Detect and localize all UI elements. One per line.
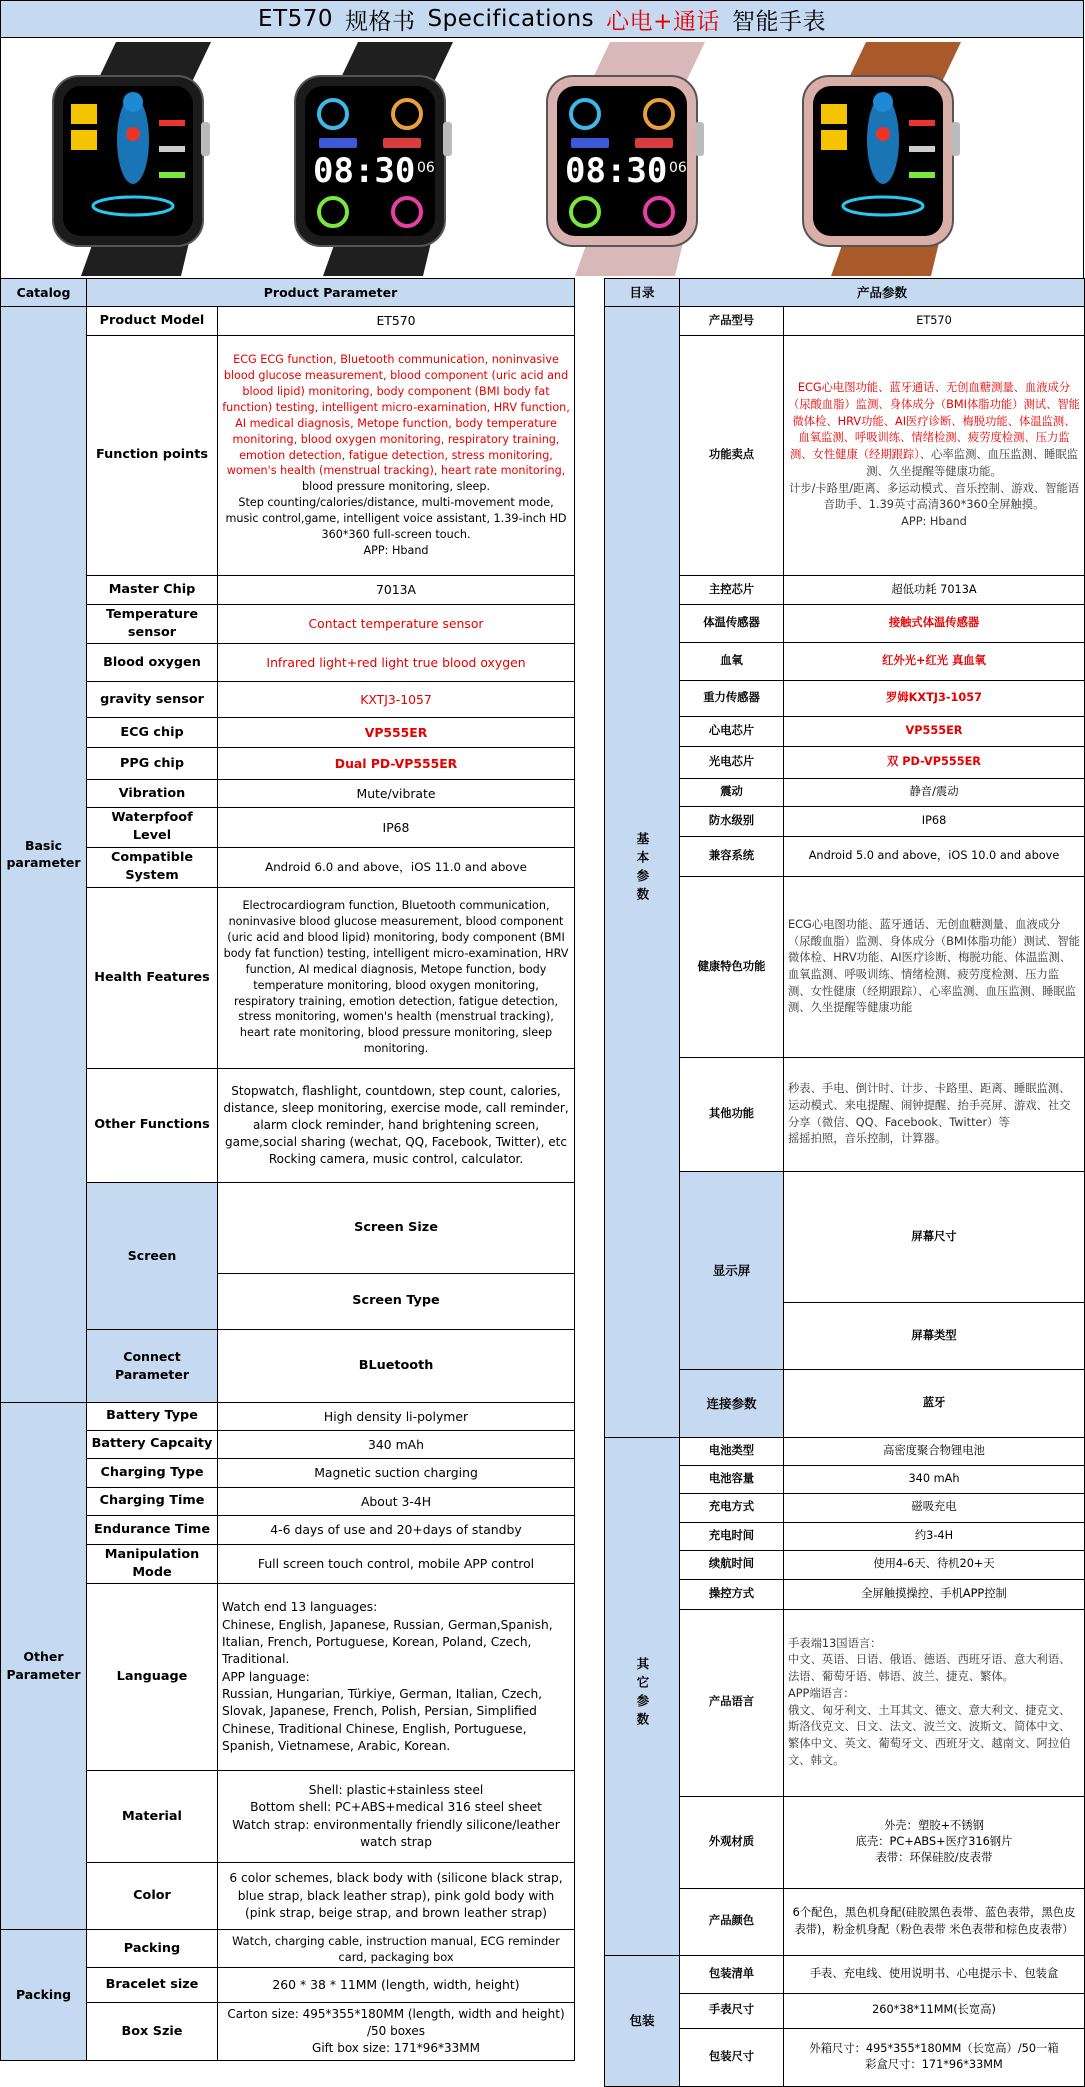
title-en-spec: Specifications: [427, 6, 595, 32]
category-connect-cn: 连接参数: [680, 1370, 784, 1437]
param-value-manipulation-cn: 全屏触摸操控、手机APP控制: [784, 1579, 1085, 1609]
param-name-language-cn: 产品语言: [680, 1609, 784, 1796]
param-name-gravity: gravity sensor: [87, 682, 218, 718]
product-photo-band: [0, 38, 1084, 278]
param-name-ecg: ECG chip: [87, 718, 218, 748]
param-name-color: Color: [87, 1863, 218, 1930]
category-other-cn-label: 其它参数: [634, 1656, 650, 1731]
param-name-manipulation: Manipulation Mode: [87, 1544, 218, 1583]
param-name-box: Box Szie: [87, 2003, 218, 2061]
category-screen-cn: 显示屏: [680, 1172, 784, 1370]
catalog-header-cn: 目录: [605, 279, 680, 307]
param-name-oxygen-cn: 血氧: [680, 643, 784, 681]
body-figure-head: [873, 92, 893, 112]
param-value-packing: Watch, charging cable, instruction manual, ECG reminder card, packaging box: [218, 1930, 575, 1968]
param-name-box-cn: 包装尺寸: [680, 2028, 784, 2086]
param-value-model-cn: ET570: [784, 307, 1085, 336]
param-value-otherfunc: Stopwatch, flashlight, countdown, step count, calories, distance, sleep monitoring, exercise mode, call reminder, alarm clock reminder, hand brightening screen, game,social sharing (wechat, QQ, Facebook, Twitter), etc Rocking camera, music control, calculator.: [218, 1068, 575, 1182]
param-name-vibration-cn: 震动: [680, 779, 784, 807]
steps-bar: [909, 172, 935, 178]
param-value-endurance-cn: 使用4-6天、待机20+天: [784, 1550, 1085, 1579]
param-value-color-cn: 6个配色，黑色机身配(硅胶黑色表带、蓝色表带，黑色皮表带)，粉金机身配（粉色表带 米色表带和棕色皮表带）: [784, 1888, 1085, 1955]
param-value-vibration: Mute/vibrate: [218, 780, 575, 808]
param-value-ppg-cn: 双 PD-VP555ER: [784, 747, 1085, 779]
function-highlight-text-cn: ECG心电图功能、蓝牙通话、无创血糖测量、血液成分（尿酸血脂）监测、身体成分（BMI体脂功能）测试、智能微体检、HRV功能、AI医疗诊断、梅脱功能、体温监测、血氧监测、呼吸训练、情绪检测、疲劳度检测、压力监测、女性健康（经期跟踪）: [788, 381, 1080, 462]
category-connect: Connect Parameter: [87, 1329, 218, 1402]
param-name-chip-cn: 主控芯片: [680, 576, 784, 605]
param-name-function-cn: 功能卖点: [680, 336, 784, 576]
param-name-endurance: Endurance Time: [87, 1515, 218, 1544]
crown-button: [695, 122, 704, 156]
param-value-charging-type: Magnetic suction charging: [218, 1458, 575, 1487]
param-value-system-cn: Android 5.0 and above，iOS 10.0 and above: [784, 837, 1085, 877]
bp-bar: [159, 120, 185, 126]
status-chip: [319, 138, 357, 148]
param-name-otherfunc-cn: 其他功能: [680, 1058, 784, 1172]
param-value-model: ET570: [218, 307, 575, 336]
param-value-ecg-cn: VP555ER: [784, 717, 1085, 747]
param-name-battery-cap: Battery Capcaity: [87, 1430, 218, 1458]
param-name-charging-type: Charging Type: [87, 1458, 218, 1487]
param-name-health: Health Features: [87, 887, 218, 1068]
category-basic: Basic parameter: [1, 307, 87, 1403]
param-name-waterproof: Waterpfoof Level: [87, 808, 218, 847]
param-value-charging-time-cn: 约3-4H: [784, 1522, 1085, 1550]
param-value-chip: 7013A: [218, 576, 575, 605]
clock-seconds: 06: [417, 160, 435, 176]
title-model: ET570: [258, 6, 334, 32]
status-chip: [571, 138, 609, 148]
title-cn-spec: 规格书: [345, 8, 416, 35]
param-value-battery-type-cn: 高密度聚合物锂电池: [784, 1437, 1085, 1465]
param-name-ppg-cn: 光电芯片: [680, 747, 784, 779]
param-value-health-cn: ECG心电图功能、蓝牙通话、无创血糖测量、血液成分（尿酸血脂）监测、身体成分（BMI体脂功能）测试、智能微体检、HRV功能、AI医疗诊断、梅脱功能、体温监测、血氧监测、呼吸训练、情绪检测、疲劳度检测、压力监测、女性健康（经期跟踪）、心率监测、血压监测、睡眠监测、久坐提醒等健康功能: [784, 877, 1085, 1058]
param-value-battery-cap: 340 mAh: [218, 1430, 575, 1458]
param-value-oxygen: Infrared light+red light true blood oxygen: [218, 644, 575, 682]
param-value-ppg: Dual PD-VP555ER: [218, 748, 575, 780]
function-plain-text: blood pressure monitoring, sleep. Step counting/calories/distance, multi-movement mode, music control,game, intelligent voice assistant, 1.39-inch HD 360*360 full-screen touch. APP: Hband: [225, 480, 567, 557]
param-value-system: Android 6.0 and above，iOS 11.0 and above: [218, 847, 575, 887]
clock-time: 08:30: [565, 151, 668, 191]
param-name-ecg-cn: 心电芯片: [680, 717, 784, 747]
spo2-bar: [909, 146, 935, 152]
param-name-screen-type-cn: 屏幕类型: [784, 1303, 1085, 1370]
param-value-otherfunc-cn: 秒表、手电、倒计时、计步、卡路里、距离、睡眠监测、运动模式、来电提醒、闹钟提醒、抬手亮屏、游戏、社交分享（微信、QQ、Facebook、Twitter）等 摇摇拍照，音乐控制，计算器。: [784, 1058, 1085, 1172]
param-name-bracelet: Bracelet size: [87, 1968, 218, 2003]
param-value-material: Shell: plastic+stainless steel Bottom shell: PC+ABS+medical 316 steel sheet Watch strap: environmentally friendly silicone/leather watch strap: [218, 1771, 575, 1863]
param-name-material: Material: [87, 1771, 218, 1863]
status-chip: [635, 138, 673, 148]
param-name-model-cn: 产品型号: [680, 307, 784, 336]
param-name-manipulation-cn: 操控方式: [680, 1579, 784, 1609]
param-value-bracelet-cn: 260*38*11MM(长宽高): [784, 1993, 1085, 2028]
spo2-bar: [159, 146, 185, 152]
param-name-language: Language: [87, 1584, 218, 1771]
param-name-charging-time: Charging Time: [87, 1487, 218, 1515]
crown-button: [951, 122, 960, 156]
param-value-charging-type-cn: 磁吸充电: [784, 1493, 1085, 1522]
param-value-gravity: KXTJ3-1057: [218, 682, 575, 718]
param-value-health: Electrocardiogram function, Bluetooth communication, noninvasive blood glucose measurement, blood component (uric acid and blood lipid) monitoring, body component (BMI body fat function) testing, intelligent micro-examination, HRV function, AI medical diagnosis, Metope function, body temperature monitoring, blood oxygen monitoring, respiratory training, emotion detection, fatigue detection, stress monitoring, women's health (menstrual tracking), heart rate monitoring, blood pressure monitoring, sleep monitoring.: [218, 887, 575, 1068]
param-name-waterproof-cn: 防水级别: [680, 807, 784, 837]
watch-black-body-health: [41, 44, 241, 274]
param-value-gravity-cn: 罗姆KXTJ3-1057: [784, 681, 1085, 717]
param-value-endurance: 4-6 days of use and 20+days of standby: [218, 1515, 575, 1544]
minute-digits: [821, 130, 847, 150]
function-plain-text-cn: 、心率监测、血压监测、睡眠监测、久坐提醒等健康功能。 计步/卡路里/距离、多运动模式、音乐控制、游戏、智能语音助手、1.39英寸高清360*360全屏触摸。 APP: Hband: [788, 448, 1080, 529]
param-name-bluetooth: BLuetooth: [218, 1329, 575, 1402]
param-value-vibration-cn: 静音/震动: [784, 779, 1085, 807]
category-screen: Screen: [87, 1182, 218, 1329]
minute-digits: [71, 130, 97, 150]
param-value-ecg: VP555ER: [218, 718, 575, 748]
param-value-oxygen-cn: 红外光+红光 真血氧: [784, 643, 1085, 681]
param-name-packing-cn: 包装清单: [680, 1955, 784, 1993]
function-highlight-text: ECG ECG function, Bluetooth communication, noninvasive blood glucose measurement, blood component (uric acid and blood lipid) monitoring, body component (BMI body fat function) testing, intelligent micro-examination, HRV function, AI medical diagnosis, Metope function, body temperature monitoring, blood oxygen monitoring, respiratory training, emotion detection, fatigue detection, stress monitoring, women's health (menstrual tracking), heart rate monitoring,: [222, 353, 570, 478]
param-name-packing: Packing: [87, 1930, 218, 1968]
param-name-oxygen: Blood oxygen: [87, 644, 218, 682]
param-name-color-cn: 产品颜色: [680, 1888, 784, 1955]
crown-button: [201, 122, 210, 156]
title-suffix: 智能手表: [731, 8, 826, 35]
param-value-chip-cn: 超低功耗 7013A: [784, 576, 1085, 605]
spec-sheet-title: [0, 0, 1084, 38]
param-name-bracelet-cn: 手表尺寸: [680, 1993, 784, 2028]
param-name-temp-cn: 体温传感器: [680, 605, 784, 643]
crown-button: [443, 122, 452, 156]
param-value-battery-type: High density li-polymer: [218, 1402, 575, 1430]
clock-seconds: 06: [669, 160, 687, 176]
bp-bar: [909, 120, 935, 126]
param-name-system: Compatible System: [87, 847, 218, 887]
param-value-function: [218, 336, 575, 576]
param-name-function: Function points: [87, 336, 218, 576]
watch-pink-body-health-brown-strap: [791, 44, 991, 274]
param-value-box-cn: 外箱尺寸：495*355*180MM（长宽高）/50一箱 彩盒尺寸：171*96*33MM: [784, 2028, 1085, 2086]
clock-time: 08:30: [313, 151, 416, 191]
hour-digits: [71, 104, 97, 124]
param-value-temp-cn: 接触式体温传感器: [784, 605, 1085, 643]
english-spec-table: [0, 278, 575, 2061]
param-value-packing-cn: 手表、充电线、使用说明书、心电提示卡、包装盒: [784, 1955, 1085, 1993]
param-name-battery-type: Battery Type: [87, 1402, 218, 1430]
watch-black-body-clock: [283, 44, 483, 274]
param-value-charging-time: About 3-4H: [218, 1487, 575, 1515]
param-value-language: Watch end 13 languages: Chinese, English, Japanese, Russian, German,Spanish, Italian, French, Portuguese, Korean, Poland, Czech, Traditional. APP language: Russian, Hungarian, Türkiye, German, Italian, Czech, Slovak, Japanese, French, Polish, Persian, Simplified Chinese, Traditional Chinese, English, Portuguese, Spanish, Vietnamese, Arabic, Korean.: [218, 1584, 575, 1771]
param-name-vibration: Vibration: [87, 780, 218, 808]
param-value-function-cn: [784, 336, 1085, 576]
watch-pink-body-clock: [535, 44, 735, 274]
chinese-spec-table: [604, 278, 1085, 2087]
product-parameter-header-cn: 产品参数: [680, 279, 1085, 307]
steps-bar: [159, 172, 185, 178]
param-name-battery-cap-cn: 电池容量: [680, 1465, 784, 1493]
heart-mark: [126, 127, 140, 141]
param-value-color: 6 color schemes, black body with (silicone black strap, blue strap, black leather strap), pink gold body with (pink strap, beige strap, and brown leather strap): [218, 1863, 575, 1930]
title-highlight: 心电+通话: [606, 8, 720, 35]
param-value-waterproof-cn: IP68: [784, 807, 1085, 837]
heart-mark: [876, 127, 890, 141]
category-basic-cn-label: 基本参数: [634, 832, 650, 907]
param-name-gravity-cn: 重力传感器: [680, 681, 784, 717]
param-name-battery-type-cn: 电池类型: [680, 1437, 784, 1465]
catalog-header: Catalog: [1, 279, 87, 307]
param-name-ppg: PPG chip: [87, 748, 218, 780]
status-chip: [383, 138, 421, 148]
param-value-box: Carton size: 495*355*180MM (length, width and height) /50 boxes Gift box size: 171*96*33MM: [218, 2003, 575, 2061]
param-name-health-cn: 健康特色功能: [680, 877, 784, 1058]
category-packing-cn: 包装: [605, 1955, 680, 2086]
param-value-waterproof: IP68: [218, 808, 575, 847]
param-name-bluetooth-cn: 蓝牙: [784, 1370, 1085, 1437]
param-name-otherfunc: Other Functions: [87, 1068, 218, 1182]
param-value-bracelet: 260 * 38 * 11MM (length, width, height): [218, 1968, 575, 2003]
param-name-screen-type: Screen Type: [218, 1273, 575, 1329]
param-name-chip: Master Chip: [87, 576, 218, 605]
product-parameter-header: Product Parameter: [87, 279, 575, 307]
body-figure-head: [123, 92, 143, 112]
category-other-cn: [605, 1437, 680, 1955]
param-value-material-cn: 外壳：塑胶+不锈钢 底壳：PC+ABS+医疗316钢片 表带：环保硅胶/皮表带: [784, 1796, 1085, 1888]
param-value-language-cn: 手表端13国语言： 中文、英语、日语、俄语、德语、西班牙语、意大利语、法语、葡萄牙语、韩语、波兰、捷克、繁体。 APP端语言： 俄文、匈牙利文、土耳其文、德文、意大利文、捷克文、斯洛伐克文、日文、法文、波兰文、波斯文、简体中文、繁体中文、英文、葡萄牙文、西班牙文、越南文、阿拉伯文、韩文。: [784, 1609, 1085, 1796]
hour-digits: [821, 104, 847, 124]
param-name-material-cn: 外观材质: [680, 1796, 784, 1888]
param-value-temp: Contact temperature sensor: [218, 605, 575, 644]
param-name-screen-size-cn: 屏幕尺寸: [784, 1172, 1085, 1303]
param-value-battery-cap-cn: 340 mAh: [784, 1465, 1085, 1493]
param-name-temp: Temperature sensor: [87, 605, 218, 644]
category-packing: Packing: [1, 1930, 87, 2061]
category-basic-cn: [605, 307, 680, 1438]
param-name-charging-time-cn: 充电时间: [680, 1522, 784, 1550]
param-name-screen-size: Screen Size: [218, 1182, 575, 1273]
param-name-charging-type-cn: 充电方式: [680, 1493, 784, 1522]
category-other: Other Parameter: [1, 1402, 87, 1929]
param-value-manipulation: Full screen touch control, mobile APP control: [218, 1544, 575, 1583]
param-name-endurance-cn: 续航时间: [680, 1550, 784, 1579]
param-name-system-cn: 兼容系统: [680, 837, 784, 877]
param-name-model: Product Model: [87, 307, 218, 336]
